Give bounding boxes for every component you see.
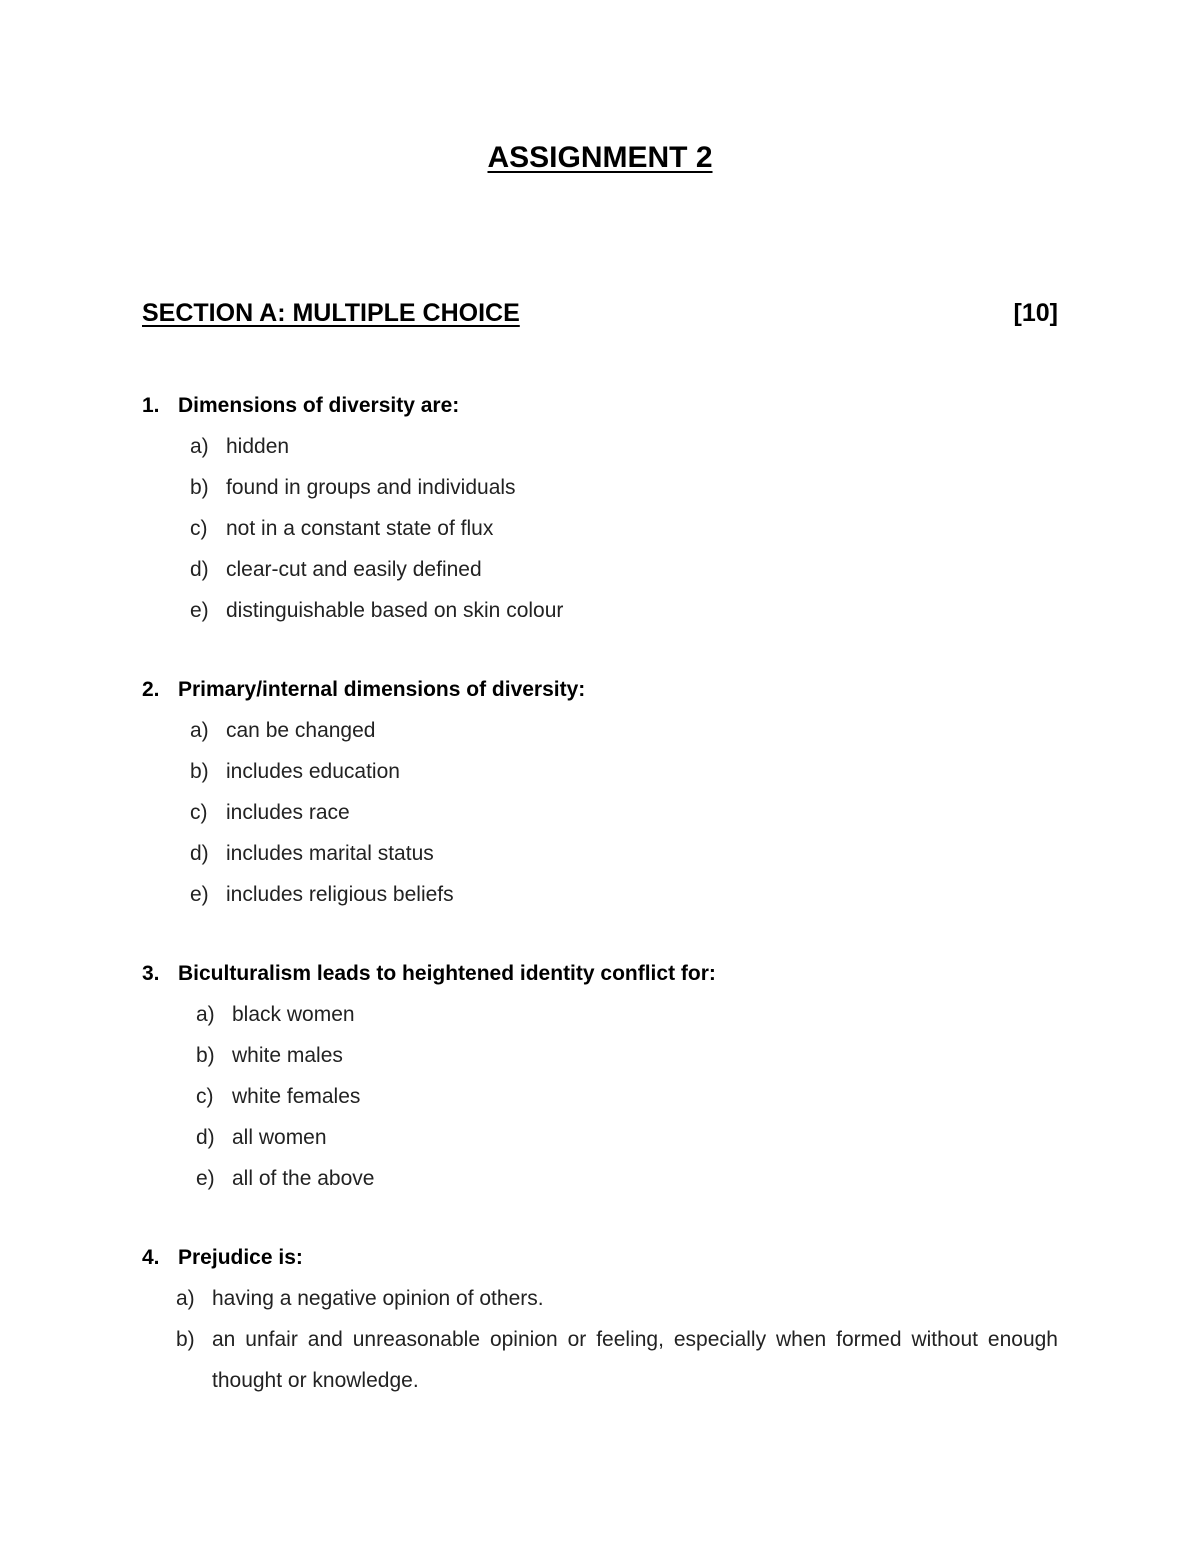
question-number: 1. <box>142 394 160 417</box>
option-letter: c) <box>190 517 208 540</box>
option-text: includes marital status <box>226 842 434 865</box>
option-text: found in groups and individuals <box>226 476 516 499</box>
section-marks: [10] <box>1013 299 1058 327</box>
answer-option <box>142 508 1058 549</box>
option-letter: d) <box>196 1126 215 1149</box>
answer-option <box>142 590 1058 631</box>
option-text: all of the above <box>232 1167 375 1190</box>
option-text: white males <box>232 1044 343 1067</box>
option-text: having a negative opinion of others. <box>212 1287 544 1310</box>
answer-option <box>142 549 1058 590</box>
option-text: includes race <box>226 801 350 824</box>
option-letter: a) <box>190 435 209 458</box>
option-letter: e) <box>190 599 209 622</box>
option-text: clear-cut and easily defined <box>226 558 482 581</box>
option-text: black women <box>232 1003 355 1026</box>
question-number: 2. <box>142 678 160 701</box>
question-stem <box>142 669 1058 710</box>
question-1 <box>142 385 1058 631</box>
answer-option <box>142 874 1058 915</box>
question-text: Dimensions of diversity are: <box>178 394 460 417</box>
option-text: can be changed <box>226 719 376 742</box>
document-title: ASSIGNMENT 2 <box>487 141 713 174</box>
option-letter: e) <box>196 1167 215 1190</box>
option-letter: d) <box>190 558 209 581</box>
answer-option <box>142 710 1058 751</box>
option-text: an unfair and unreasonable opinion or feeling, especially when formed without enough thought or knowledge. <box>212 1328 1058 1392</box>
option-letter: b) <box>190 760 209 783</box>
option-text: distinguishable based on skin colour <box>226 599 564 622</box>
option-text: hidden <box>226 435 290 458</box>
question-stem <box>142 385 1058 426</box>
option-letter: b) <box>196 1044 215 1067</box>
option-letter: c) <box>190 801 208 824</box>
option-letter: a) <box>196 1003 215 1026</box>
question-text: Primary/internal dimensions of diversity: <box>178 678 586 701</box>
question-text: Prejudice is: <box>178 1246 303 1269</box>
option-letter: e) <box>190 883 209 906</box>
option-letter: a) <box>176 1287 195 1310</box>
question-number: 3. <box>142 962 160 985</box>
question-2 <box>142 669 1058 915</box>
option-letter: d) <box>190 842 209 865</box>
answer-option <box>142 467 1058 508</box>
question-text: Biculturalism leads to heightened identity conflict for: <box>178 962 716 985</box>
question-4 <box>142 1237 1058 1401</box>
question-3 <box>142 953 1058 1199</box>
answer-option <box>142 994 1058 1035</box>
option-letter: b) <box>176 1328 195 1351</box>
answer-option <box>142 1035 1058 1076</box>
question-number: 4. <box>142 1246 160 1269</box>
answer-option <box>142 426 1058 467</box>
option-text: includes education <box>226 760 400 783</box>
answer-option <box>142 1278 1058 1319</box>
option-letter: a) <box>190 719 209 742</box>
option-text: not in a constant state of flux <box>226 517 494 540</box>
section-title: SECTION A: MULTIPLE CHOICE <box>142 299 520 327</box>
answer-option <box>142 792 1058 833</box>
answer-option <box>142 1319 1058 1401</box>
question-stem <box>142 1237 1058 1278</box>
answer-option <box>142 1158 1058 1199</box>
answer-option <box>142 1117 1058 1158</box>
option-text: includes religious beliefs <box>226 883 454 906</box>
option-text: all women <box>232 1126 327 1149</box>
option-letter: b) <box>190 476 209 499</box>
answer-option <box>142 751 1058 792</box>
question-stem <box>142 953 1058 994</box>
option-letter: c) <box>196 1085 214 1108</box>
answer-option <box>142 833 1058 874</box>
option-text: white females <box>232 1085 361 1108</box>
answer-option <box>142 1076 1058 1117</box>
